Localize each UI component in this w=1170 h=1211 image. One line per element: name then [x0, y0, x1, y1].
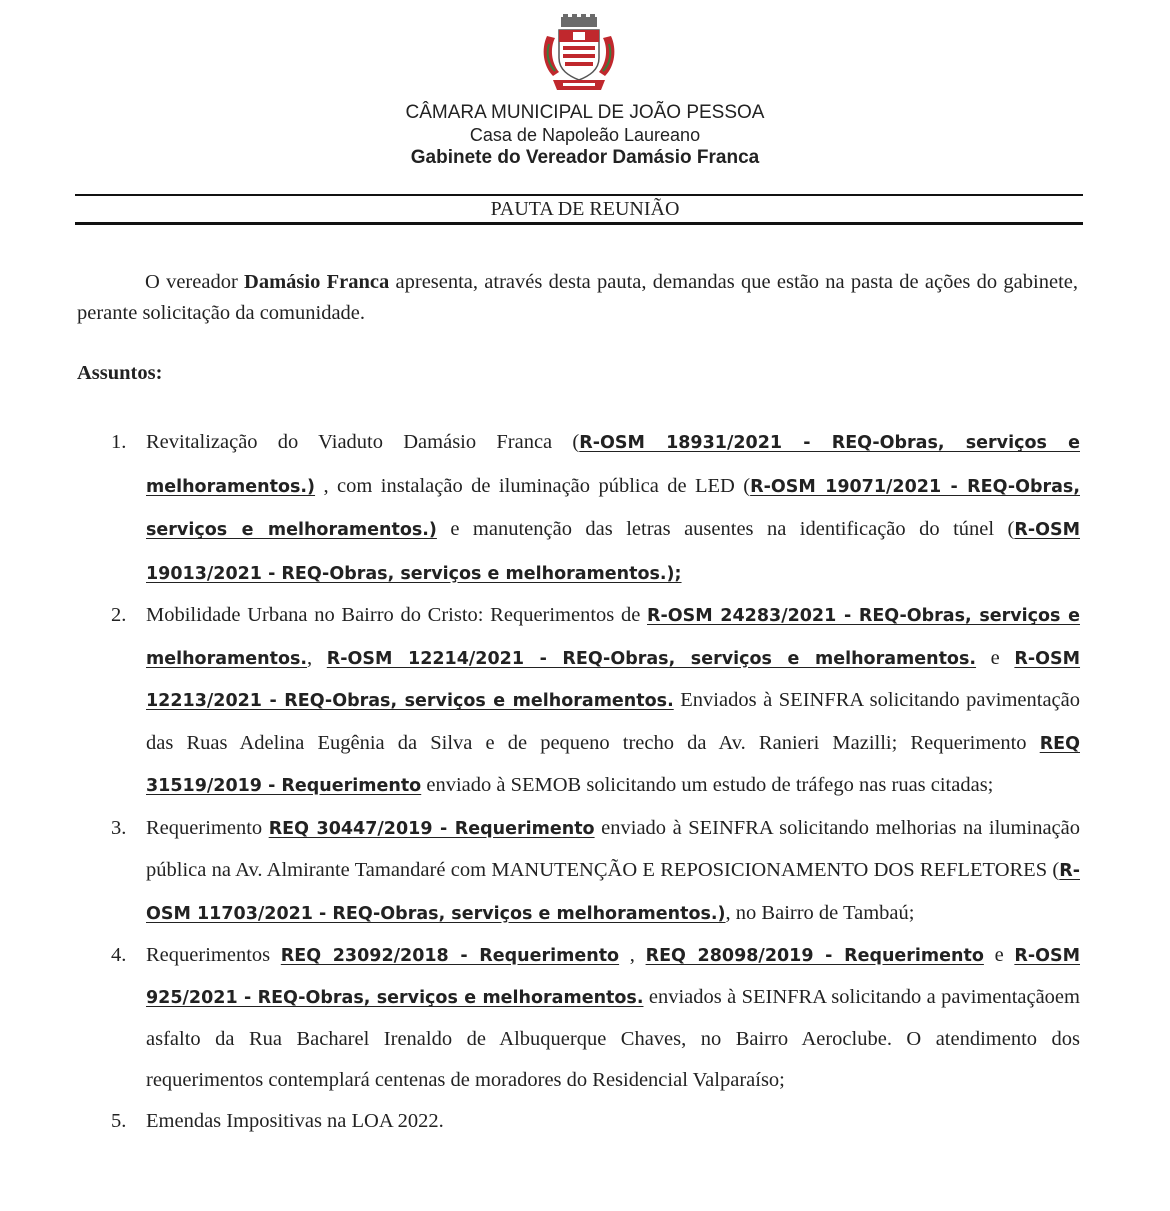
house-name: Casa de Napoleão Laureano	[469, 125, 701, 145]
intro-text-start: O vereador	[145, 271, 245, 293]
office-name: Gabinete do Vereador Damásio Franca	[410, 147, 760, 168]
item-text: , com instalação de iluminação pública de LED (	[315, 474, 751, 497]
subjects-heading: Assuntos:	[77, 362, 163, 384]
request-reference-link[interactable]: REQ 28098/2019 - Requerimento	[645, 946, 984, 966]
request-reference-link[interactable]: R-OSM 19071/2021 - REQ-Obras, serviços e melhoramentos.)	[146, 476, 1080, 540]
item-text: Requerimento	[146, 816, 269, 839]
item-number: 1.	[111, 431, 127, 453]
item-number: 5.	[111, 1110, 127, 1132]
item-text: ,	[307, 646, 327, 669]
item-text: enviados à SEINFRA solicitando a pavimentaçãoem asfalto da Rua Bacharel Irenaldo de Albuquerque Chaves, no Bairro Aeroclube. O atendimento dos requerimentos contemplará centenas de moradores do Residencial Valparaíso;	[146, 986, 1080, 1091]
request-reference-link[interactable]: REQ 23092/2018 - Requerimento	[280, 946, 620, 966]
request-reference-link[interactable]: R-OSM 19013/2021 - REQ-Obras, serviços e melhoramentos.);	[146, 520, 1080, 584]
top-divider	[75, 194, 1083, 196]
item-text: , no Bairro de Tambaú;	[725, 901, 915, 924]
institution-name: CÂMARA MUNICIPAL DE JOÃO PESSOA	[405, 102, 765, 123]
item-text: enviado à SEMOB solicitando um estudo de tráfego nas ruas citadas;	[421, 774, 994, 796]
item-text: e	[983, 944, 1015, 966]
item-number: 4.	[111, 944, 127, 966]
item-text: Enviados à SEINFRA solicitando pavimentação das Ruas Adelina Eugênia da Silva e de pequeno trecho da Av. Ranieri Mazilli; Requerimento	[146, 689, 1080, 754]
intro-paragraph	[77, 267, 1078, 329]
item-number: 2.	[111, 604, 127, 626]
request-reference-link[interactable]: R-OSM 12214/2021 - REQ-Obras, serviços e melhoramentos.	[326, 648, 977, 669]
item-text: e	[976, 646, 1015, 669]
agenda-list	[100, 421, 1080, 1142]
item-text: Revitalização do Viaduto Damásio Franca (	[146, 431, 580, 453]
request-reference-link[interactable]: R-OSM 12213/2021 - REQ-Obras, serviços e melhoramentos.	[146, 648, 1081, 711]
request-reference-link[interactable]: REQ 30447/2019 - Requerimento	[268, 818, 595, 839]
list-item	[100, 808, 1080, 936]
item-number: 3.	[111, 816, 127, 839]
list-item	[100, 421, 1080, 595]
intro-text-end: apresenta, através desta pauta, demandas que estão na pasta de ações do gabinete, perante solicitação da comunidade.	[77, 271, 1078, 324]
councilor-name: Damásio Franca	[244, 271, 390, 293]
request-reference-link[interactable]: R-OSM 925/2021 - REQ-Obras, serviços e melhoramentos.	[146, 946, 1080, 1008]
request-reference-link[interactable]: R-OSM 11703/2021 - REQ-Obras, serviços e melhoramentos.)	[146, 861, 1080, 924]
item-text: enviado à SEINFRA solicitando melhorias na iluminação pública na Av. Almirante Tamandaré com MANUTENÇÃO E REPOSICIONAMENTO DOS REFLETORES (	[146, 816, 1080, 881]
item-text: Emendas Impositivas na LOA 2022.	[146, 1110, 444, 1132]
list-item	[100, 1101, 1080, 1142]
list-item	[100, 935, 1080, 1101]
item-text: ,	[619, 944, 646, 966]
request-reference-link[interactable]: R-OSM 18931/2021 - REQ-Obras, serviços e melhoramentos.)	[146, 433, 1080, 497]
document-title: PAUTA DE REUNIÃO	[490, 198, 680, 220]
item-text: Mobilidade Urbana no Bairro do Cristo: Requerimentos de	[146, 604, 648, 626]
municipal-coat-of-arms-icon	[539, 14, 619, 92]
item-text: Requerimentos	[146, 944, 281, 966]
list-item	[100, 595, 1080, 808]
request-reference-link[interactable]: REQ 31519/2019 - Requerimento	[146, 733, 1080, 796]
bottom-divider	[75, 222, 1083, 225]
item-text: e manutenção das letras ausentes na identificação do túnel (	[436, 518, 1015, 540]
request-reference-link[interactable]: R-OSM 24283/2021 - REQ-Obras, serviços e melhoramentos.	[146, 606, 1080, 669]
